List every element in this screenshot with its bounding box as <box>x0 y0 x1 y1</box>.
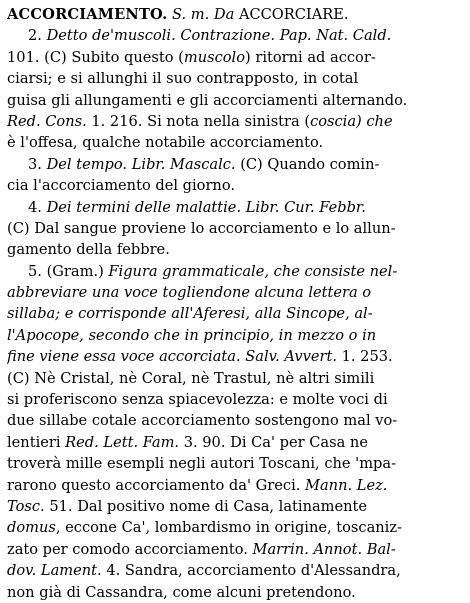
entry-line <box>7 4 458 25</box>
grammar-label: S. m. Da <box>167 6 239 23</box>
citation-text: rarono questo accorciamento da' Greci. <box>7 476 306 494</box>
entry-line <box>7 25 458 46</box>
entry-line: (C) Nè Cristal, nè Coral, nè Trastul, nè altri simili <box>7 369 375 387</box>
sense-definition: Figura grammaticale, che consiste nel- <box>108 262 398 280</box>
citation-text: 1. 253. <box>336 348 393 366</box>
entry-line <box>7 560 458 581</box>
entry-line: sillaba; e corrisponde all'Aferesi, alla Sincope, al- <box>7 305 373 323</box>
entry-line: (C) Dal sangue proviene lo accorciamento e lo allun- <box>7 219 396 237</box>
cross-reference: ACCORCIARE. <box>238 6 349 23</box>
sense-number: 2. <box>28 27 47 45</box>
entry-line: si proferiscono senza spiacevolezza: e molte voci di <box>7 391 388 409</box>
citation-text: (C) Quando comin- <box>235 155 380 173</box>
entry-line: guisa gli allungamenti e gli accorciamenti alternando. <box>7 91 408 109</box>
citation-text: 3. 90. Di Ca' per Casa ne <box>179 433 368 451</box>
entry-line: abbreviare una voce togliendone alcuna lettera o <box>7 284 372 302</box>
citation-text: 101. (C) Subito questo ( <box>7 48 184 66</box>
entry-line <box>7 432 458 453</box>
entry-line: l'Apocope, secondo che in principio, in mezzo o in <box>7 326 377 344</box>
citation-text: coscia) che <box>310 112 393 130</box>
entry-line <box>7 346 458 367</box>
entry-line <box>7 154 458 175</box>
citation-text: zato per comodo accorciamento. <box>7 540 253 558</box>
entry-line: gamento della febbre. <box>7 241 170 259</box>
sense-definition: Detto de'muscoli. Contrazione. Pap. Nat. Cald. <box>46 27 392 45</box>
source-reference: Tosc. <box>7 497 45 515</box>
citation-text: , eccone Ca', lombardismo in origine, toscaniz- <box>55 519 402 537</box>
citation-text: 1. 216. Si nota nella sinistra ( <box>86 112 311 130</box>
citation-text: ) ritorni ad accor- <box>245 48 376 66</box>
citation-text: muscolo <box>183 48 246 66</box>
citation-text: 51. Dal positivo nome di Casa, latinamente <box>44 497 368 515</box>
entry-line: è l'offesa, qualche notabile accorciamento. <box>7 134 324 152</box>
entry-line <box>7 197 458 218</box>
sense-number: 3. <box>28 155 47 173</box>
entry-line: ciarsi; e si allunghi il suo contrapposto, in cotal <box>7 70 359 88</box>
sense-number: 5. (Gram.) <box>28 262 109 280</box>
entry-line: non già di Cassandra, come alcuni pretendono. <box>7 583 356 601</box>
entry-line <box>7 539 458 560</box>
citation-text: lentieri <box>7 433 66 451</box>
source-reference: Mann. Lez. <box>305 476 388 494</box>
entry-line: due sillabe cotale accorciamento sostengono mal vo- <box>7 412 398 430</box>
source-reference: Marrin. Annot. Bal- <box>252 540 396 558</box>
citation-text: domus <box>7 519 56 537</box>
sense-definition: fine viene essa voce accorciata. Salv. Avvert. <box>7 348 337 366</box>
entry-line <box>7 496 458 517</box>
entry-line <box>7 47 458 68</box>
sense-number: 4. <box>28 198 47 216</box>
entry-line: cia l'accorciamento del giorno. <box>7 177 235 195</box>
source-reference: Red. Cons. <box>7 112 87 130</box>
entry-line <box>7 261 458 282</box>
sense-definition: Del tempo. Libr. Mascalc. <box>46 155 236 173</box>
source-reference: Red. Lett. Fam. <box>65 433 180 451</box>
entry-line <box>7 475 458 496</box>
citation-text: 4. Sandra, accorciamento d'Alessandra, <box>101 562 401 580</box>
entry-line <box>7 517 458 538</box>
headword: ACCORCIAMENTO. <box>7 6 168 23</box>
source-reference: dov. Lament. <box>7 562 102 580</box>
sense-definition: Dei termini delle malattie. Libr. Cur. Febbr. <box>46 198 366 216</box>
entry-line: troverà mille esempli negli autori Toscani, che 'mpa- <box>7 455 397 473</box>
entry-line <box>7 111 458 132</box>
